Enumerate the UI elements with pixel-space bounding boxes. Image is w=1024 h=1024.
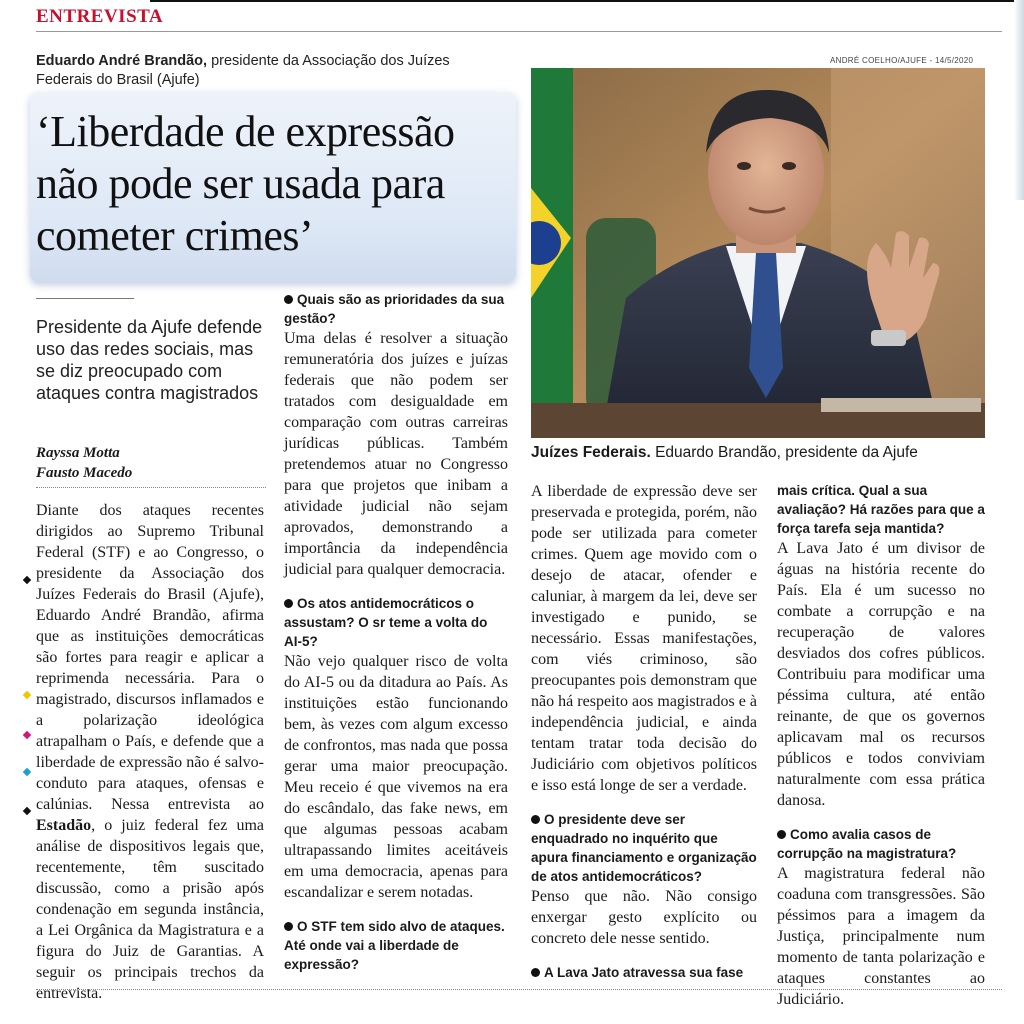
caption-title: Juízes Federais. <box>531 444 651 461</box>
bullet-icon <box>531 815 540 824</box>
byline-rule <box>36 487 266 489</box>
interviewee-role: presidente da Associação dos Juízes Federais do Brasil (Ajufe) <box>36 53 450 88</box>
portrait-illustration <box>531 68 985 438</box>
answer-1: Uma delas é resolver a situação remuneratória dos juízes e juízas federais que não podem ser tratados com desigualdade em comparação com outras carreiras jurídicas públicas. Também pretendemos atuar no Congresso para que projetos que inibam a atividade judicial não sejam aprovados, demonstrando a importância da independência judicial para qualquer democracia. <box>284 330 508 578</box>
section-label: ENTREVISTA <box>36 6 164 27</box>
bullet-icon <box>284 295 293 304</box>
answer-5: A Lava Jato é um divisor de águas na história recente do País. Ela é um sucesso no combate a corrupção e na recuperação de valores desviados dos cofres públicos. Contribuiu para modificar uma péssima cultura, até então reinante, de que os governos aplicavam mal os recursos públicos e todos conviviam naturalmente com essa prática danosa. <box>777 540 985 809</box>
column-3 <box>531 481 757 982</box>
answer-6: A magistratura federal não coaduna com transgressões. São péssimos para a imagem da Justiça, principalmente num momento de tanta polarização e ataques constantes ao Judiciário. <box>777 865 985 1008</box>
margin-marker <box>23 731 31 739</box>
photo-credit: ANDRÉ COELHO/AJUFE - 14/5/2020 <box>830 56 974 65</box>
caption-text: Eduardo Brandão, presidente da Ajufe <box>650 444 918 461</box>
question-5-start: A Lava Jato atravessa sua fase <box>531 963 757 982</box>
column-2 <box>284 290 508 974</box>
bullet-icon <box>284 599 293 608</box>
subhead-rule <box>36 298 134 299</box>
portrait-photo <box>531 68 985 438</box>
newspaper-name: Estadão <box>36 817 92 834</box>
question-5-end: mais crítica. Qual a sua avaliação? Há razões para que a força tarefa seja mantida? <box>777 483 985 536</box>
answer-3: A liberdade de expressão deve ser preservada e protegida, porém, não pode ser utilizada para cometer crimes. Quem age movido com o desejo de atacar, ofender e caluniar, à margem da lei, deve ser investigado e punido, se necessário. Essas manifestações, com viés criminoso, são preocupantes pois demonstram que não há respeito aos magistrados e à independência judicial, e ainda tentam tratar toda decisão do Judiciário com objetivos políticos e isso está longe de ser a verdade. <box>531 483 757 794</box>
top-border <box>150 0 1024 2</box>
interviewee-name: Eduardo André Brandão, <box>36 53 208 69</box>
margin-marker <box>23 807 31 815</box>
question-3: O STF tem sido alvo de ataques. Até onde vai a liberdade de expressão? <box>284 919 505 972</box>
bullet-icon <box>531 968 540 977</box>
column-4 <box>777 481 985 1024</box>
subheadline: Presidente da Ajufe defende uso das redes sociais, mas se diz preocupado com ataques contra magistrados <box>36 317 263 403</box>
page-edge <box>1014 0 1024 200</box>
bottom-rule <box>36 989 1002 990</box>
author-1: Rayssa Motta <box>36 445 120 461</box>
margin-marker <box>23 768 31 776</box>
byline <box>36 443 132 483</box>
question-2: Os atos antidemocráticos o assustam? O sr teme a volta do AI-5? <box>284 596 488 649</box>
question-4: O presidente deve ser enquadrado no inquérito que apura financiamento e organização de atos antidemocráticos? <box>531 812 757 884</box>
margin-marker <box>23 691 31 699</box>
headline: ‘Liberdade de expressão não pode ser usada para cometer crimes’ <box>36 107 455 260</box>
answer-2: Não vejo qualquer risco de volta do AI-5 ou da ditadura ao País. As instituições estão funcionando bem, às vezes com algum excesso de confrontos, mas nada que possa gerar uma maior preocupação. Meu receio é que vivemos na era do escândalo, das fake news, em que algumas pessoas acabam ultrapassando limites aceitáveis em uma democracia, apenas para escandalizar e serem notadas. <box>284 653 508 901</box>
question-6: Como avalia casos de corrupção na magistratura? <box>777 827 957 861</box>
photo-caption <box>531 444 1001 462</box>
section-rule <box>36 31 1002 32</box>
author-2: Fausto Macedo <box>36 465 133 481</box>
question-1: Quais são as prioridades da sua gestão? <box>284 292 505 326</box>
bullet-icon <box>777 830 786 839</box>
answer-4: Penso que não. Não consigo enxergar gesto explícito ou concreto dele nesse sentido. <box>531 888 757 947</box>
margin-marker <box>23 576 31 584</box>
intro-paragraph: Diante dos ataques recentes dirigidos ao Supremo Tribunal Federal (STF) e ao Congresso, o presidente da Associação dos Juízes Federais do Brasil (Ajufe), Eduardo André Brandão, afirma que as instituições democráticas são fortes para reagir e aplicar a reprimenda necessária. Para o magistrado, discursos inflamados e a polarização ideológica atrapalham o País, e defende que a liberdade de expressão não é salvo-conduto para ataques, ofensas e calúnias. Nessa entrevista ao Estadão, o juiz federal fez uma análise de dispositivos legais que, recentemente, têm suscitado discussão, como a prisão após condenação em segunda instância, a Lei Orgânica da Magistratura e a figura do Juiz de Garantias. A seguir os principais trechos da entrevista. <box>36 502 264 1002</box>
bullet-icon <box>284 922 293 931</box>
interviewee-deck <box>36 52 506 90</box>
